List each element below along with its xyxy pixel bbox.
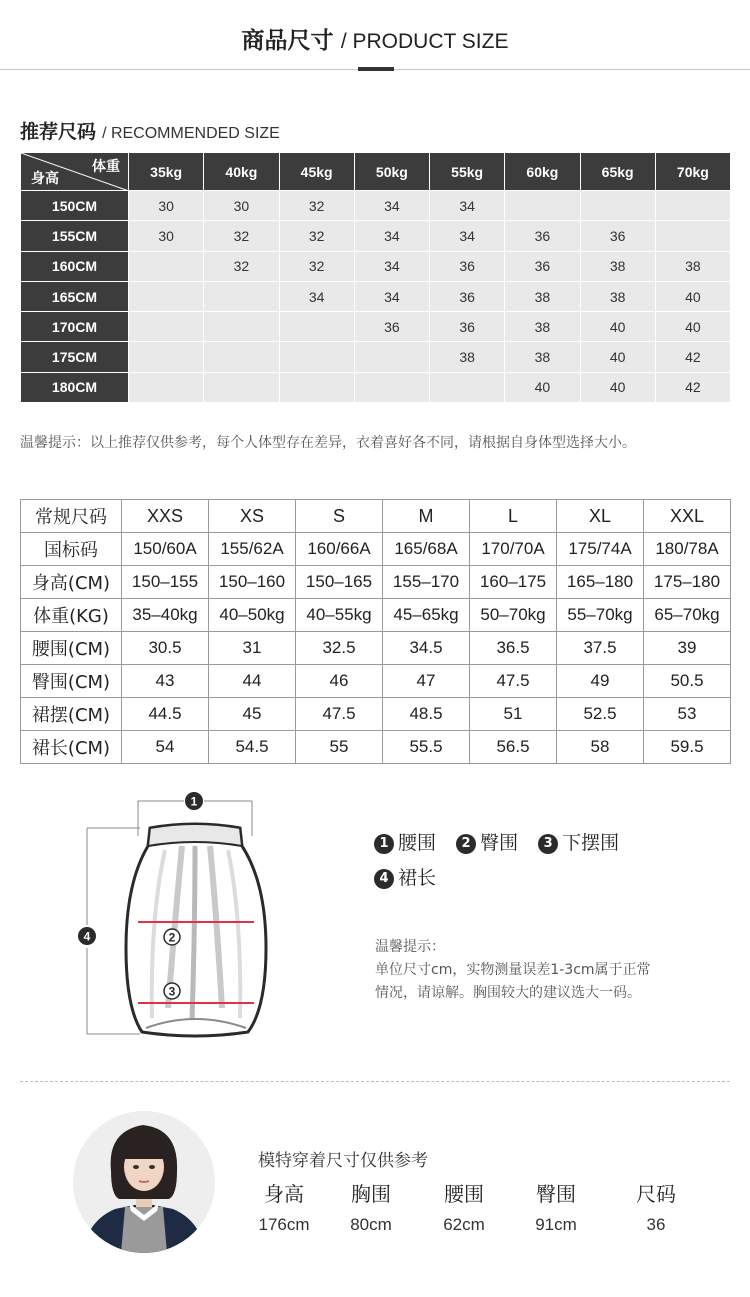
recommended-size-cell: 42 [655,342,730,372]
size-cell: 170/70A [470,533,557,566]
recommended-size-cell: 36 [505,221,580,251]
recommended-size-cell: 34 [279,281,354,311]
weight-header: 70kg [655,153,730,191]
recommended-size-cell [129,281,204,311]
recommended-size-cell: 34 [430,221,505,251]
size-cell: 51 [470,698,557,731]
recommended-row [21,251,731,281]
size-header-row [21,500,731,533]
recommended-size-cell [129,372,204,402]
recommended-size-cell [129,251,204,281]
size-cell: 150–155 [122,566,209,599]
recommended-size-cell: 36 [430,312,505,342]
skirt-diagram [70,788,300,1048]
recommended-header-row [21,153,731,191]
size-row-label: 臀围(CM) [21,665,122,698]
recommended-size-cell [204,342,279,372]
corner-weight-label: 体重 [92,158,120,174]
size-cell: 150–160 [209,566,296,599]
size-cell: 45 [209,698,296,731]
size-cell: 160/66A [296,533,383,566]
size-cell: 50–70kg [470,599,557,632]
size-cell: 52.5 [557,698,644,731]
size-row [21,566,731,599]
recommended-size-cell [204,281,279,311]
legend-item-hem: 3 下摆围 [538,826,619,861]
weight-header: 40kg [204,153,279,191]
note-title: 温馨提示： [375,939,445,955]
recommended-size-cell: 36 [580,221,655,251]
size-cell: 65–70kg [644,599,731,632]
svg-text:3: 3 [168,984,176,999]
recommended-size-cell: 40 [655,281,730,311]
size-cell: 47 [383,665,470,698]
recommended-size-cell: 38 [505,312,580,342]
size-cell: 49 [557,665,644,698]
model-caption: 模特穿着尺寸仅供参考 [258,1151,428,1171]
weight-header: 65kg [580,153,655,191]
recommended-size-cell [129,342,204,372]
legend-item-waist: 1 腰围 [374,826,436,861]
legend-item-length: 4 裙长 [374,861,436,896]
recommended-size-cell [279,312,354,342]
recommended-size-cell [279,342,354,372]
recommended-title-en: / RECOMMENDED SIZE [102,125,280,142]
size-cell: 150/60A [122,533,209,566]
recommended-size-cell: 36 [505,251,580,281]
recommended-size-cell: 34 [354,281,429,311]
recommended-size-cell [655,221,730,251]
recommended-size-cell: 38 [655,251,730,281]
size-row-label: 裙摆(CM) [21,698,122,731]
recommended-size-cell: 36 [430,281,505,311]
height-label: 170CM [21,312,129,342]
marker-2 [164,929,180,945]
recommended-size-cell: 32 [279,221,354,251]
size-row [21,698,731,731]
recommended-size-cell [430,372,505,402]
size-cell: 50.5 [644,665,731,698]
corner-cell [21,153,129,191]
svg-text:4: 4 [83,929,91,944]
recommended-size-cell: 40 [655,312,730,342]
size-cell: 32.5 [296,632,383,665]
size-column-header: M [383,500,470,533]
marker-3 [164,983,180,999]
size-column-header: XXS [122,500,209,533]
recommended-title-cn: 推荐尺码 [20,121,97,143]
recommended-size-cell: 30 [129,191,204,221]
weight-header: 45kg [279,153,354,191]
size-column-header: S [296,500,383,533]
recommended-size-cell: 40 [505,372,580,402]
size-cell: 54 [122,731,209,764]
size-cell: 43 [122,665,209,698]
size-row-label: 常规尺码 [21,500,122,533]
recommended-size-cell: 38 [580,281,655,311]
recommended-row [21,191,731,221]
page-title [0,22,750,55]
height-label: 150CM [21,191,129,221]
recommended-row [21,342,731,372]
title-underline [358,67,394,71]
recommended-size-cell: 40 [580,312,655,342]
size-cell: 55–70kg [557,599,644,632]
size-cell: 180/78A [644,533,731,566]
weight-header: 60kg [505,153,580,191]
recommended-size-cell: 42 [655,372,730,402]
recommended-size-cell: 38 [505,342,580,372]
recommended-title [20,117,280,144]
recommended-row [21,281,731,311]
recommended-size-cell: 40 [580,372,655,402]
weight-header: 55kg [430,153,505,191]
recommended-size-cell [505,191,580,221]
size-cell: 58 [557,731,644,764]
size-row [21,533,731,566]
recommended-size-cell: 36 [430,251,505,281]
size-cell: 45–65kg [383,599,470,632]
recommended-size-cell: 40 [580,342,655,372]
size-cell: 39 [644,632,731,665]
size-cell: 165–180 [557,566,644,599]
size-cell: 56.5 [470,731,557,764]
size-row [21,665,731,698]
marker-4 [78,927,96,945]
page-title-cn: 商品尺寸 [241,28,334,54]
size-cell: 44 [209,665,296,698]
model-stat-bust: 胸围 80cm [350,1182,392,1234]
svg-text:1: 1 [190,794,198,809]
size-cell: 40–50kg [209,599,296,632]
recommended-row [21,312,731,342]
recommended-size-cell: 34 [430,191,505,221]
size-cell: 55 [296,731,383,764]
size-cell: 155–170 [383,566,470,599]
size-cell: 53 [644,698,731,731]
recommended-size-cell: 36 [354,312,429,342]
recommended-tip: 温馨提示：以上推荐仅供参考，每个人体型存在差异，衣着喜好各不同，请根据自身体型选择大小。 [20,435,636,451]
recommended-row [21,372,731,402]
model-stat-hip: 臀围 91cm [535,1182,577,1234]
size-cell: 175–180 [644,566,731,599]
size-row-label: 国标码 [21,533,122,566]
size-column-header: XXL [644,500,731,533]
recommended-size-cell: 38 [580,251,655,281]
weight-header: 50kg [354,153,429,191]
measurement-legend [374,826,633,896]
recommended-size-cell: 38 [505,281,580,311]
size-chart-table [20,499,731,764]
recommended-size-cell: 34 [354,221,429,251]
recommended-size-cell: 32 [279,251,354,281]
size-row-label: 腰围(CM) [21,632,122,665]
page-header [0,0,750,70]
size-cell: 44.5 [122,698,209,731]
recommended-size-cell [129,312,204,342]
size-row-label: 裙长(CM) [21,731,122,764]
size-cell: 59.5 [644,731,731,764]
size-cell: 47.5 [470,665,557,698]
size-cell: 34.5 [383,632,470,665]
size-cell: 48.5 [383,698,470,731]
dashed-divider [20,1081,730,1082]
recommended-size-cell [580,191,655,221]
recommended-size-cell: 30 [204,191,279,221]
size-cell: 165/68A [383,533,470,566]
recommended-size-cell: 30 [129,221,204,251]
recommended-size-cell: 32 [204,251,279,281]
size-cell: 160–175 [470,566,557,599]
recommended-size-cell: 38 [430,342,505,372]
size-row [21,632,731,665]
svg-text:2: 2 [168,930,176,945]
recommended-size-cell [655,191,730,221]
size-row [21,731,731,764]
size-cell: 54.5 [209,731,296,764]
size-cell: 36.5 [470,632,557,665]
recommended-size-cell [204,312,279,342]
size-cell: 30.5 [122,632,209,665]
size-cell: 37.5 [557,632,644,665]
size-column-header: L [470,500,557,533]
recommended-row [21,221,731,251]
height-label: 155CM [21,221,129,251]
size-row-label: 身高(CM) [21,566,122,599]
size-column-header: XL [557,500,644,533]
model-photo [73,1111,215,1253]
size-cell: 40–55kg [296,599,383,632]
recommended-size-cell: 34 [354,251,429,281]
size-cell: 150–165 [296,566,383,599]
size-cell: 46 [296,665,383,698]
recommended-size-cell: 32 [279,191,354,221]
recommended-size-cell [354,342,429,372]
skirt-illustration [70,788,300,1048]
recommended-size-cell [204,372,279,402]
model-stat-waist: 腰围 62cm [443,1182,485,1234]
height-label: 175CM [21,342,129,372]
size-cell: 155/62A [209,533,296,566]
recommended-size-table [20,152,731,403]
height-label: 165CM [21,281,129,311]
recommended-size-cell [279,372,354,402]
recommended-size-cell: 32 [204,221,279,251]
size-cell: 35–40kg [122,599,209,632]
size-cell: 31 [209,632,296,665]
marker-1 [185,792,203,810]
recommended-size-cell [354,372,429,402]
size-cell: 55.5 [383,731,470,764]
size-row-label: 体重(KG) [21,599,122,632]
size-cell: 175/74A [557,533,644,566]
weight-header: 35kg [129,153,204,191]
height-label: 180CM [21,372,129,402]
size-cell: 47.5 [296,698,383,731]
recommended-size-cell: 34 [354,191,429,221]
corner-height-label: 身高 [31,170,59,186]
measurement-note [375,936,695,1005]
note-line-2: 情况，请谅解。胸围较大的建议选大一码。 [375,985,641,1001]
size-column-header: XS [209,500,296,533]
model-stat-height: 身高 176cm [258,1182,310,1234]
height-label: 160CM [21,251,129,281]
model-stat-size: 尺码 36 [636,1182,676,1234]
note-line-1: 单位尺寸cm，实物测量误差1-3cm属于正常 [375,962,651,978]
legend-item-hip: 2 臀围 [456,826,518,861]
page-title-en: / PRODUCT SIZE [340,30,509,53]
size-row [21,599,731,632]
